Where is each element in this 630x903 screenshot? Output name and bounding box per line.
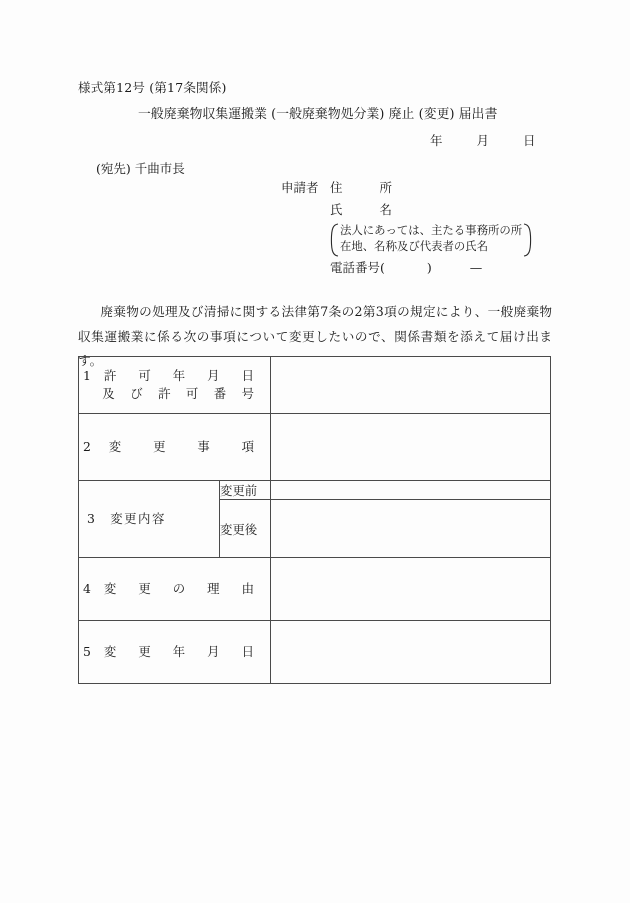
telephone-dash: — (469, 260, 483, 275)
telephone-line (330, 258, 482, 276)
corporate-note-text (339, 223, 523, 257)
date-year-label: 年 (430, 133, 443, 148)
table-row (79, 481, 551, 500)
row-label-change-reason (79, 558, 271, 621)
row-label-change-content-text: 3 変更内容 (87, 510, 166, 526)
corporate-note-line2: 在地、名称及び代表者の氏名 (340, 238, 489, 253)
row-entry-permit-date[interactable] (271, 357, 551, 414)
sub-row-label-before: 変更前 (220, 481, 271, 500)
row-label-permit-date-line1: 1 許 可 年 月 日 (83, 368, 255, 384)
row-label-change-items-text: 2 変 更 事 項 (83, 438, 255, 454)
row-label-permit-date (79, 357, 271, 414)
sub-row-label-after: 変更後 (220, 500, 271, 558)
row-entry-change-items[interactable] (271, 414, 551, 481)
corporate-note-line1: 法人にあっては、主たる事務所の所 (340, 223, 523, 237)
row-entry-change-reason[interactable] (271, 558, 551, 621)
table-row (79, 357, 551, 414)
table-row (79, 414, 551, 481)
table-row (79, 621, 551, 684)
date-month-label: 月 (476, 133, 489, 148)
form-number: 様式第12号 (第17条関係) (78, 80, 227, 95)
row-label-change-items (79, 414, 271, 481)
row-label-permit-date-line2: 及 び 許 可 番 号 (83, 386, 255, 401)
sub-row-entry-before[interactable] (271, 481, 551, 500)
row-label-change-content (79, 481, 220, 558)
sub-row-entry-after[interactable] (271, 500, 551, 558)
telephone-paren-close: ) (426, 260, 432, 275)
applicant-address-label: 住所 (330, 180, 392, 195)
row-label-change-date-text: 5 変 更 年 月 日 (83, 643, 255, 659)
document-title: 一般廃棄物収集運搬業 (一般廃棄物処分業) 廃止 (変更) 届出書 (138, 107, 498, 122)
applicant-tag: 申請者 (281, 180, 319, 195)
applicant-address-row (281, 178, 392, 200)
change-notification-table (78, 356, 551, 684)
applicant-block (281, 178, 392, 222)
applicant-name-row (281, 200, 392, 222)
table-row (79, 558, 551, 621)
brace-right-icon (523, 223, 532, 257)
row-label-change-date (79, 621, 271, 684)
corporate-note (330, 223, 532, 257)
applicant-name-label: 氏名 (330, 202, 392, 217)
date-day-label: 日 (522, 133, 536, 148)
row-entry-change-date[interactable] (271, 621, 551, 684)
row-label-change-reason-text: 4 変 更 の 理 由 (83, 580, 255, 596)
brace-left-icon (330, 223, 339, 257)
addressee-line: (宛先) 千曲市長 (96, 161, 185, 176)
date-line (430, 131, 535, 149)
body-paragraph-text: 廃棄物の処理及び清掃に関する法律第7条の2第3項の規定により、一般廃棄物収集運搬業に係る次の事項について変更したいので、関係書類を添えて届け出ます。 (78, 304, 552, 369)
telephone-label: 電話番号( (330, 260, 385, 275)
